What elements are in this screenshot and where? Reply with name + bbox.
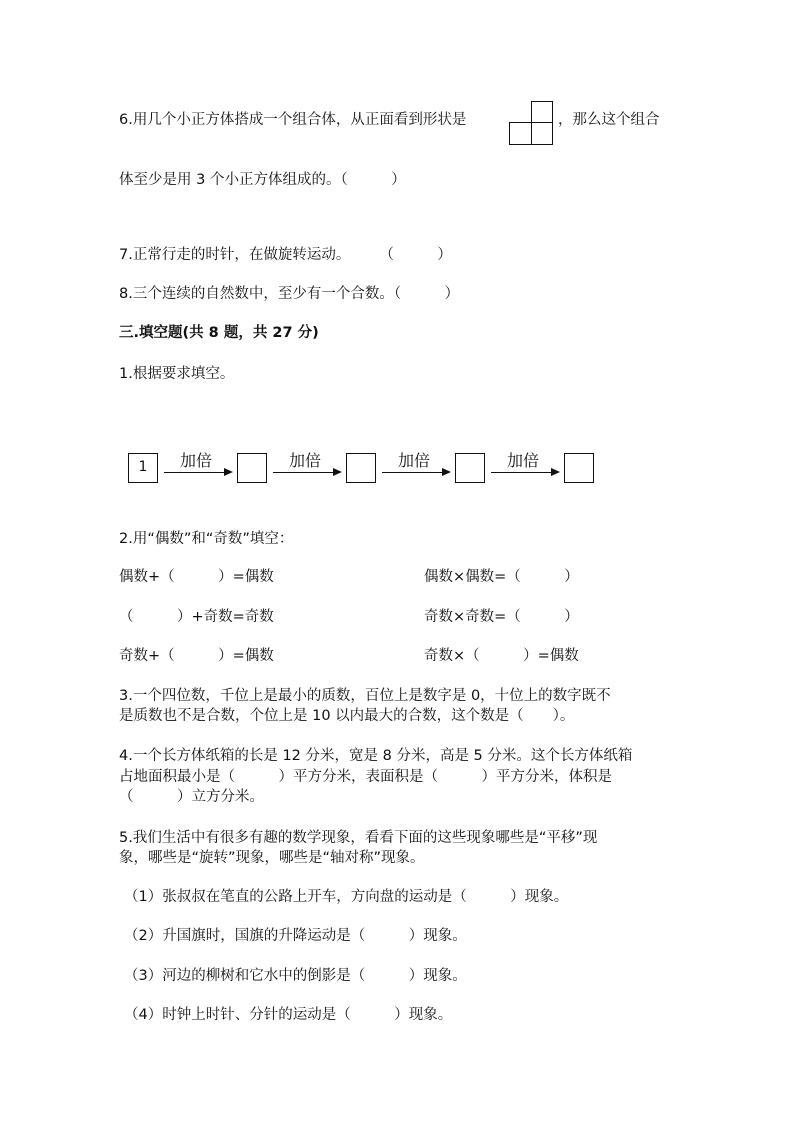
arrow-2 <box>273 448 343 488</box>
f2-row2-right: 奇数×奇数=（ ） <box>424 609 579 625</box>
arrow-head-icon <box>551 468 560 476</box>
chain-box-start: 1 <box>128 453 158 483</box>
chain-box-4[interactable] <box>564 453 594 483</box>
q6-text-b: ，那么这个组合 <box>558 112 660 128</box>
chain-box-1[interactable] <box>237 453 267 483</box>
arrow-head-icon <box>224 468 233 476</box>
q8-text: 8.三个连续的自然数中，至少有一个合数。（ ） <box>119 286 460 302</box>
arrow-label: 加倍 <box>179 451 212 470</box>
arrow-head-icon <box>333 468 342 476</box>
f3-line1: 3.一个四位数，千位上是最小的质数，百位上是数字是 0，十位上的数字既不 <box>119 688 611 704</box>
f1-text: 1.根据要求填空。 <box>119 366 235 382</box>
f3-line2: 是质数也不是合数，个位上是 10 以内最大的合数，这个数是（ ）。 <box>119 708 575 724</box>
f5-item-4: （4）时钟上时针、分针的运动是（ ）现象。 <box>124 1007 453 1023</box>
f2-row2-left: （ ）+奇数=奇数 <box>119 609 274 625</box>
arrow-4 <box>491 448 561 488</box>
arrow-label: 加倍 <box>288 451 321 470</box>
f2-row1-left: 偶数+（ ）=偶数 <box>119 569 274 585</box>
f2-row3-left: 奇数+（ ）=偶数 <box>119 648 274 664</box>
q6-line2: 体至少是用 3 个小正方体组成的。（ ） <box>119 172 406 188</box>
f5-line2: 象，哪些是“旋转”现象，哪些是“轴对称”现象。 <box>119 850 425 866</box>
arrow-label: 加倍 <box>506 451 539 470</box>
q6-text-a: 6.用几个小正方体搭成一个组合体，从正面看到形状是 <box>119 112 467 128</box>
f4-line3: （ ）立方分米。 <box>119 789 264 805</box>
arrow-1 <box>164 448 234 488</box>
f4-line1: 4.一个长方体纸箱的长是 12 分米，宽是 8 分米，高是 5 分米。这个长方体纸箱 <box>119 748 633 764</box>
f2-row1-right: 偶数×偶数=（ ） <box>424 569 579 585</box>
chain-box-2[interactable] <box>346 453 376 483</box>
f5-line1: 5.我们生活中有很多有趣的数学现象，看看下面的这些现象哪些是“平移”现 <box>119 830 598 846</box>
section3-title: 三.填空题(共 8 题，共 27 分) <box>119 325 319 341</box>
arrow-label: 加倍 <box>397 451 430 470</box>
front-view-shape <box>509 101 553 145</box>
f5-item-2: （2）升国旗时，国旗的升降运动是（ ）现象。 <box>124 928 467 944</box>
arrow-3 <box>382 448 452 488</box>
chain-box-3[interactable] <box>455 453 485 483</box>
doubling-chain <box>128 448 598 488</box>
f2-text: 2.用“偶数”和“奇数”填空： <box>119 531 294 547</box>
f4-line2: 占地面积最小是（ ）平方分米，表面积是（ ）平方分米，体积是 <box>119 769 612 785</box>
f5-item-3: （3）河边的柳树和它水中的倒影是（ ）现象。 <box>124 968 467 984</box>
q6-line1 <box>119 110 466 130</box>
f2-row3-right: 奇数×（ ）=偶数 <box>424 648 579 664</box>
arrow-head-icon <box>442 468 451 476</box>
f5-item-1: （1）张叔叔在笔直的公路上开车，方向盘的运动是（ ）现象。 <box>124 889 569 905</box>
q7-text: 7.正常行走的时针，在做旋转运动。 （ ） <box>119 247 452 263</box>
